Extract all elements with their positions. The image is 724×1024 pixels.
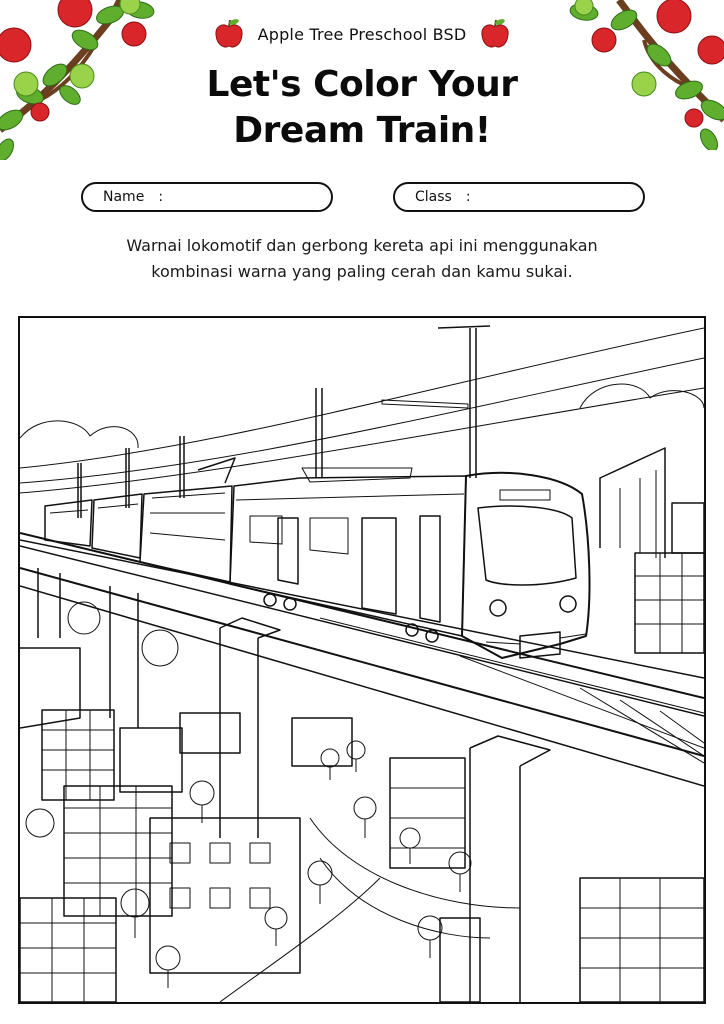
coloring-frame (18, 316, 706, 1004)
title-line-1: Let's Color Your (206, 64, 518, 105)
class-label: Class (415, 189, 452, 205)
header (0, 18, 724, 50)
train-coloring-illustration (20, 318, 704, 1002)
instructions (60, 233, 664, 285)
class-field[interactable] (393, 182, 645, 212)
apple-icon (214, 18, 244, 50)
instructions-line-1: Warnai lokomotif dan gerbong kereta api ini menggunakan (126, 236, 598, 255)
name-label: Name (103, 189, 145, 205)
apple-icon (480, 18, 510, 50)
title-line-2: Dream Train! (233, 110, 491, 151)
instructions-line-2: kombinasi warna yang paling cerah dan kamu sukai. (151, 262, 573, 281)
school-name: Apple Tree Preschool BSD (257, 24, 467, 44)
name-colon: : (158, 189, 164, 205)
page-title (0, 62, 724, 154)
class-colon: : (465, 189, 471, 205)
name-field[interactable] (81, 182, 333, 212)
